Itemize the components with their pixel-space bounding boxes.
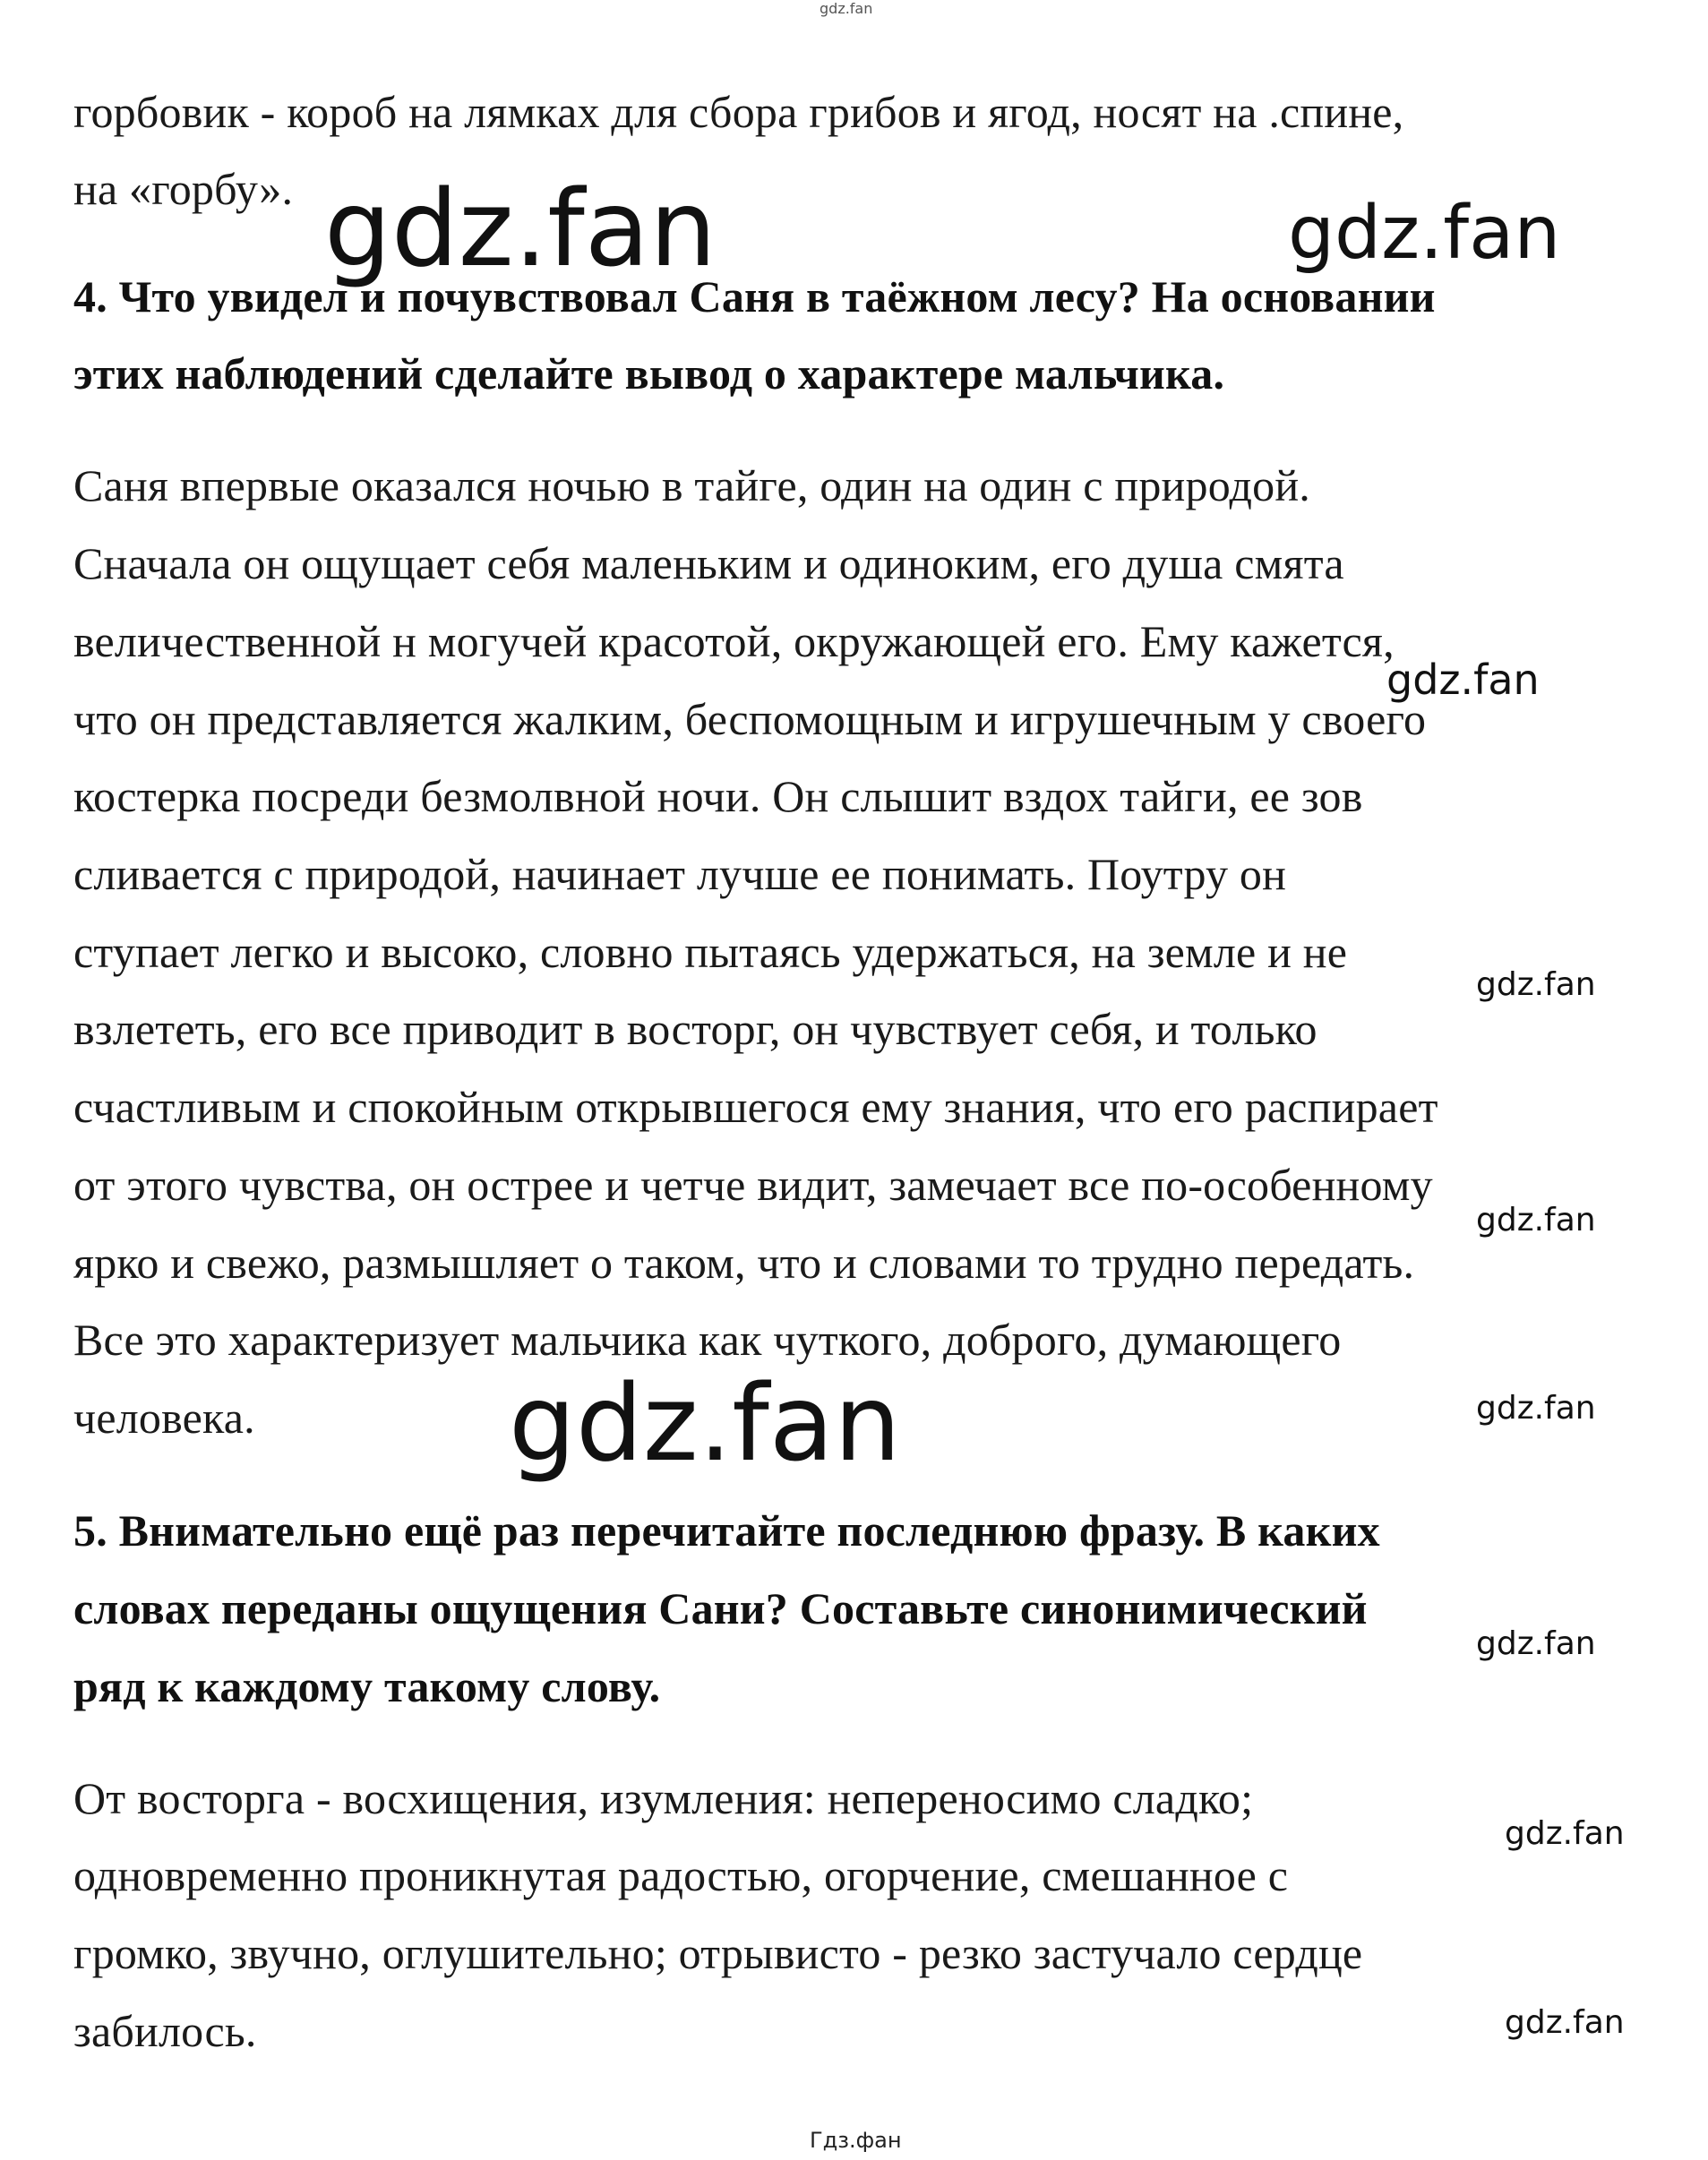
watermark-mid-1: gdz.fan bbox=[1386, 656, 1540, 704]
question-4-line-2: этих наблюдений сделайте вывод о характере мальчика. bbox=[73, 348, 1225, 399]
question-5-line-3: ряд к каждому такому слову. bbox=[73, 1661, 661, 1711]
watermark-top: gdz.fan bbox=[820, 0, 873, 17]
question-4-line-1: 4. Что увидел и почувствовал Саня в таёжном лесу? На основании bbox=[73, 271, 1436, 321]
answer-4-line-5: костерка посреди безмолвной ночи. Он слышит вздох тайги, ее зов bbox=[73, 771, 1363, 821]
watermark-big-1: gdz.fan bbox=[324, 167, 717, 290]
watermark-small-6: gdz.fan bbox=[1505, 2004, 1625, 2041]
answer-5-line-1: От восторга - восхищения, изумления: непереносимо сладко; bbox=[73, 1773, 1254, 1823]
watermark-small-2: gdz.fan bbox=[1476, 1202, 1596, 1239]
watermark-big-2: gdz.fan bbox=[1288, 191, 1561, 276]
intro-line-2: на «горбу». bbox=[73, 164, 294, 214]
answer-4-line-12: Все это характеризует мальчика как чуткого, доброго, думающего bbox=[73, 1315, 1342, 1365]
answer-4-line-2: Сначала он ощущает себя маленьким и одиноким, его душа смята bbox=[73, 538, 1344, 588]
answer-4-line-13: человека. bbox=[73, 1393, 255, 1443]
answer-4-line-4: что он представляется жалким, беспомощным и игрушечным у своего bbox=[73, 694, 1427, 744]
question-5-line-1: 5. Внимательно ещё раз перечитайте последнюю фразу. В каких bbox=[73, 1505, 1380, 1556]
answer-4-line-11: ярко и свежо, размышляет о таком, что и словами то трудно передать. bbox=[73, 1238, 1415, 1288]
answer-4-line-8: взлететь, его все приводит в восторг, он чувствует себя, и только bbox=[73, 1004, 1317, 1054]
question-5-line-2: словах переданы ощущения Сани? Составьте синонимический bbox=[73, 1583, 1368, 1633]
answer-4-line-9: счастливым и спокойным открывшегося ему знания, что его распирает bbox=[73, 1082, 1438, 1132]
answer-4-line-1: Саня впервые оказался ночью в тайге, один на один с природой. bbox=[73, 460, 1310, 510]
page-footer: Гдз.фан bbox=[810, 2128, 902, 2153]
answer-4-line-7: ступает легко и высоко, словно пытаясь удержаться, на земле и не bbox=[73, 927, 1348, 977]
watermark-small-3: gdz.fan bbox=[1476, 1390, 1596, 1427]
intro-line-1: горбовик - короб на лямках для сбора грибов и ягод, носят на .спине, bbox=[73, 87, 1404, 137]
answer-4-line-10: от этого чувства, он острее и четче видит, замечает все по-особенному bbox=[73, 1160, 1433, 1210]
answer-4-line-3: величественной н могучей красотой, окружающей его. Ему кажется, bbox=[73, 616, 1395, 666]
watermark-small-1: gdz.fan bbox=[1476, 966, 1596, 1003]
answer-4-line-6: сливается с природой, начинает лучше ее понимать. Поутру он bbox=[73, 849, 1287, 899]
watermark-small-4: gdz.fan bbox=[1476, 1625, 1596, 1662]
watermark-big-3: gdz.fan bbox=[509, 1361, 901, 1485]
answer-5-line-2: одновременно проникнутая радостью, огорчение, смешанное с bbox=[73, 1850, 1289, 1900]
watermark-small-5: gdz.fan bbox=[1505, 1815, 1625, 1852]
answer-5-line-4: забилось. bbox=[73, 2006, 257, 2056]
answer-5-line-3: громко, звучно, оглушительно; отрывисто - резко застучало сердце bbox=[73, 1928, 1363, 1978]
